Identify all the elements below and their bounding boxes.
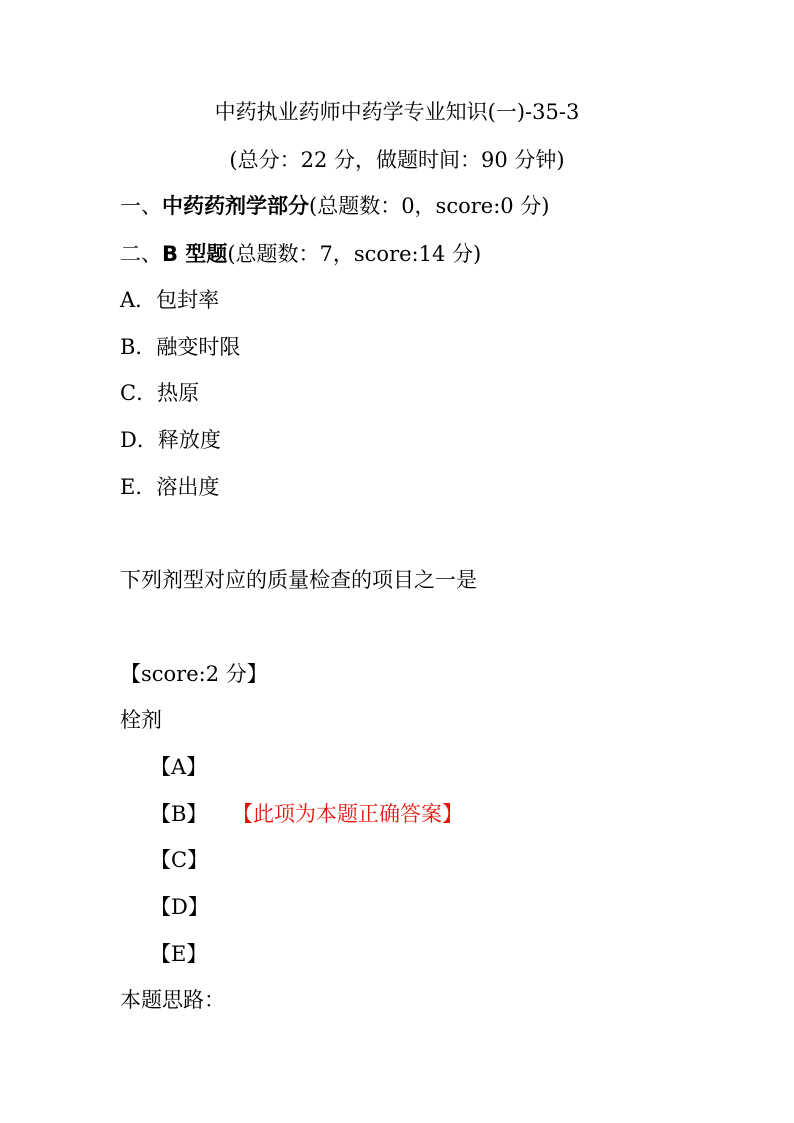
correct-answer-note: 【此项为本题正确答案】 (232, 802, 463, 826)
document-subtitle: (总分：22 分，做题时间：90 分钟) (229, 148, 565, 172)
choice-b-label: 【B】 (150, 802, 208, 826)
question-item: 栓剂 (120, 708, 162, 732)
choice-c: 【C】 (150, 848, 209, 872)
choice-e: 【E】 (150, 942, 208, 966)
option-e: E．溶出度 (120, 475, 220, 499)
section-heading-1 (120, 192, 550, 220)
question-score: 【score:2 分】 (120, 662, 268, 686)
section-heading-2 (120, 240, 481, 268)
document-title: 中药执业药师中药学专业知识(一)-35-3 (214, 100, 580, 124)
option-c: C．热原 (120, 381, 200, 405)
option-d: D．释放度 (120, 428, 221, 452)
explanation-label: 本题思路： (120, 988, 225, 1012)
choice-a: 【A】 (150, 755, 208, 779)
choice-b (150, 800, 207, 828)
choice-d: 【D】 (150, 895, 209, 919)
section-name: 中药药剂学部分 (162, 194, 309, 218)
option-a: A．包封率 (120, 288, 220, 312)
section-number: 二、 (120, 242, 162, 266)
question-stem: 下列剂型对应的质量检查的项目之一是 (120, 568, 477, 592)
section-meta: (总题数：7，score:14 分) (227, 242, 482, 266)
section-name: B 型题 (162, 242, 228, 266)
section-number: 一、 (120, 194, 162, 218)
option-b: B．融变时限 (120, 335, 241, 359)
section-meta: (总题数：0，score:0 分) (309, 194, 550, 218)
